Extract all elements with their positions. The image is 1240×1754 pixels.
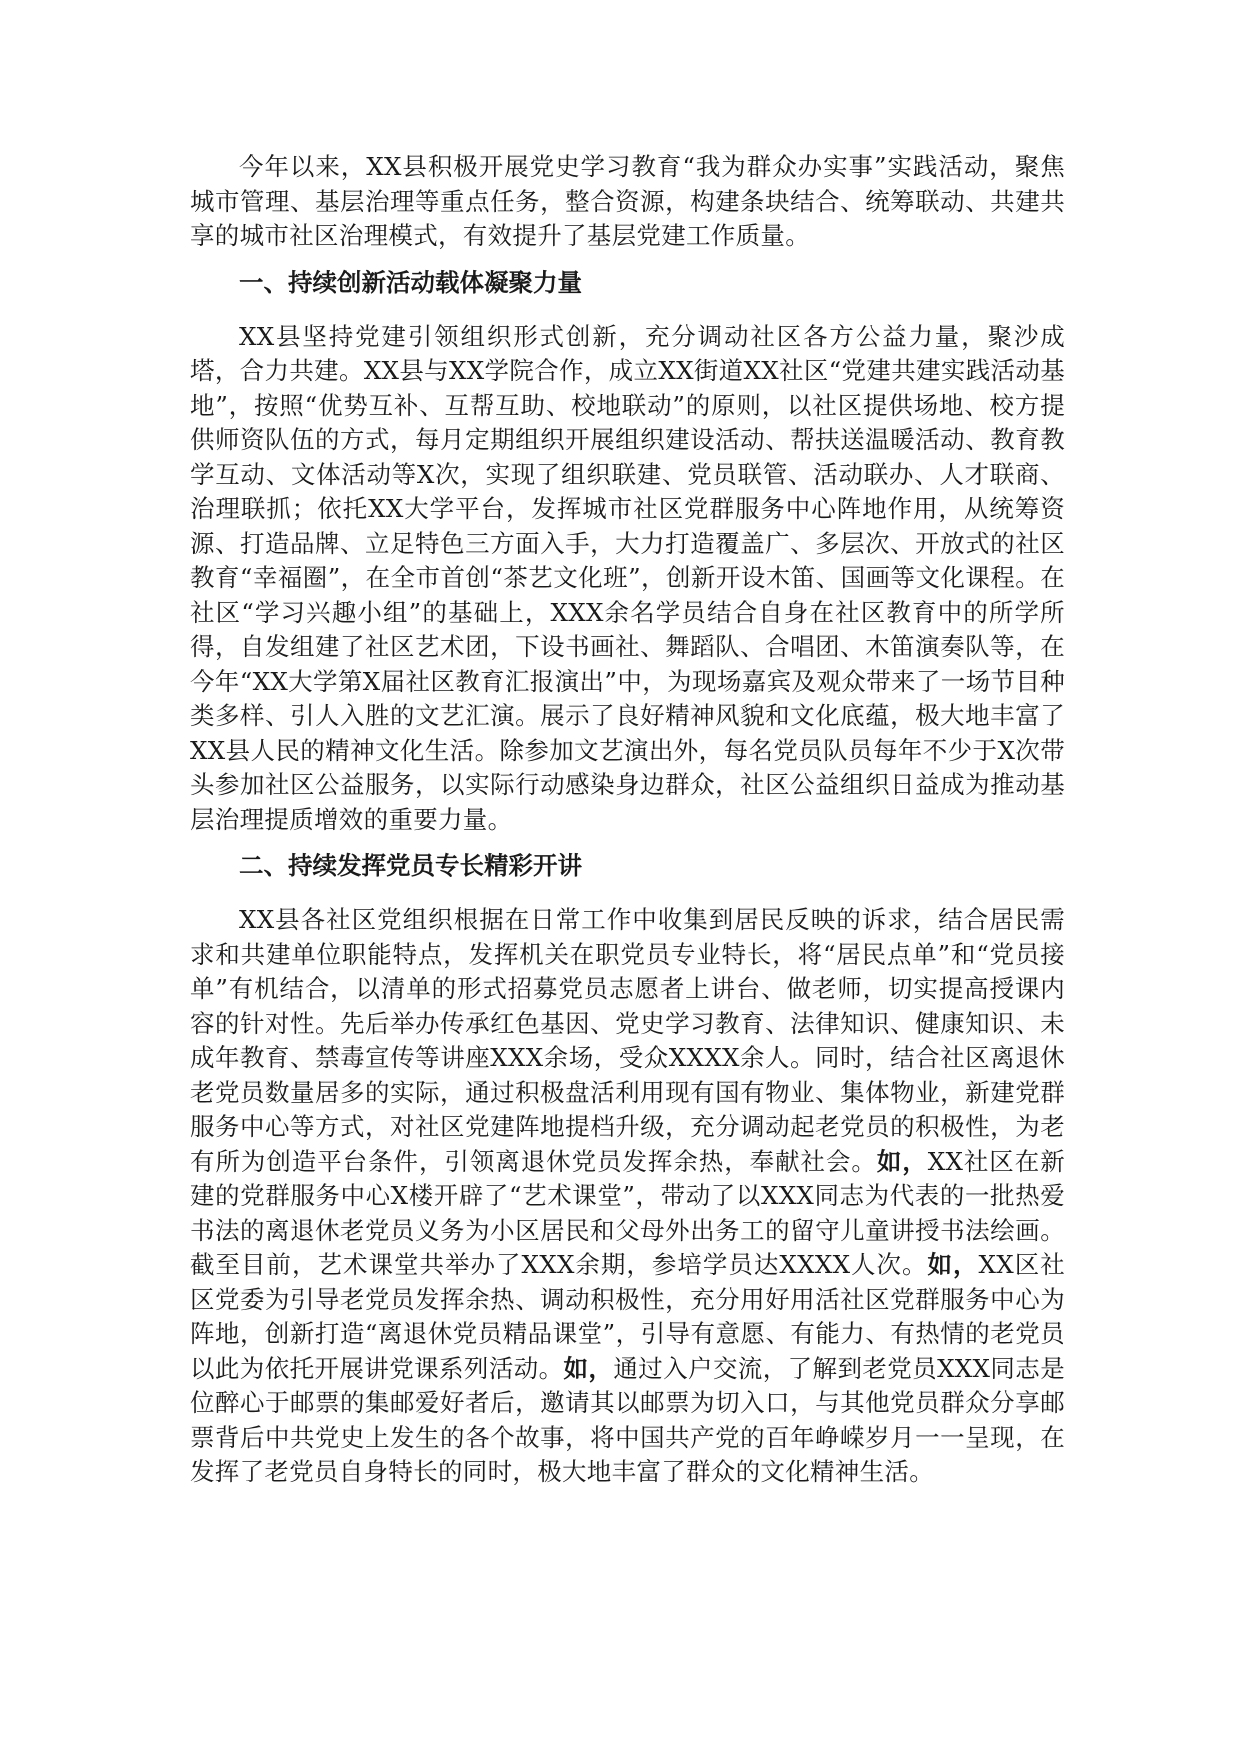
section-1-heading: 一、持续创新活动载体凝聚力量 xyxy=(239,267,582,297)
intro-paragraph: 今年以来，XX县积极开展党史学习教育“我为群众办实事”实践活动，聚焦城市管理、基层治理等重点任务，整合资源，构建条块结合、统筹联动、共建共享的城市社区治理模式，有效提升了基层党建工作质量。 xyxy=(190,152,1065,250)
section-2-heading: 二、持续发挥党员专长精彩开讲 xyxy=(239,851,582,880)
section-2-text-part-2: XX社区在新建的党群服务中心X楼开辟了“艺术课堂”，带动了以XXX同志为代表的一批热爱书法的离退休老党员义务为小区居民和父母外出务工的留守儿童讲授书法绘画。截至目前，艺术课堂共举办了XXX余期，参培学员达XXXX人次。 xyxy=(190,1146,1065,1279)
section-2-text-part-1: XX县各社区党组织根据在日常工作中收集到居民反映的诉求，结合居民需求和共建单位职能特点，发挥机关在职党员专业特长，将“居民点单”和“党员接单”有机结合，以清单的形式招募党员志愿者上讲台、做老师，切实提高授课内容的针对性。先后举办传承红色基因、党史学习教育、法律知识、健康知识、未成年教育、禁毒宣传等讲座XXX余场，受众XXXX余人。同时，结合社区离退休老党员数量居多的实际，通过积极盘活利用现有国有物业、集体物业，新建党群服务中心等方式，对社区党建阵地提档升级，充分调动起老党员的积极性，为老有所为创造平台条件，引领离退休党员发挥余热，奉献社会。 xyxy=(190,905,1065,1176)
example-marker-3: 如， xyxy=(563,1353,614,1383)
section-2-text-part-4: 通过入户交流，了解到老党员XXX同志是位醉心于邮票的集邮爱好者后，邀请其以邮票为切入口，与其他党员群众分享邮票背后中共党史上发生的各个故事，将中国共产党的百年峥嵘岁月一一呈现，在发挥了老党员自身特长的同时，极大地丰富了群众的文化精神生活。 xyxy=(190,1353,1065,1486)
example-marker-2: 如， xyxy=(927,1250,979,1279)
document-page xyxy=(190,150,1065,1502)
example-marker-1: 如， xyxy=(876,1146,928,1176)
section-1-paragraph: XX县坚持党建引领组织形式创新，充分调动社区各方公益力量，聚沙成塔，合力共建。XX县与XX学院合作，成立XX街道XX社区“党建共建实践活动基地”，按照“优势互补、互帮互助、校地联动”的原则，以社区提供场地、校方提供师资队伍的方式，每月定期组织开展组织建设活动、帮扶送温暖活动、教育教学互动、文体活动等X次，实现了组织联建、党员联管、活动联办、人才联商、治理联抓；依托XX大学平台，发挥城市社区党群服务中心阵地作用，从统筹资源、打造品牌、立足特色三方面入手，大力打造覆盖广、多层次、开放式的社区教育“幸福圈”，在全市首创“茶艺文化班”，创新开设木笛、国画等文化课程。在社区“学习兴趣小组”的基础上，XXX余名学员结合自身在社区教育中的所学所得，自发组建了社区艺术团，下设书画社、舞蹈队、合唱团、木笛演奏队等，在今年“XX大学第X届社区教育汇报演出”中，为现场嘉宾及观众带来了一场节目种类多样、引人入胜的文艺汇演。展示了良好精神风貌和文化底蕴，极大地丰富了XX县人民的精神文化生活。除参加文艺演出外，每名党员队员每年不少于X次带头参加社区公益服务，以实际行动感染身边群众，社区公益组织日益成为推动基层治理提质增效的重要力量。 xyxy=(190,321,1065,834)
section-2-text-part-3: XX区社区党委为引导老党员发挥余热、调动积极性，充分用好用活社区党群服务中心为阵地，创新打造“离退休党员精品课堂”，引导有意愿、有能力、有热情的老党员以此为依托开展讲党课系列活动。 xyxy=(190,1250,1065,1383)
section-2-paragraph xyxy=(190,903,1065,1490)
